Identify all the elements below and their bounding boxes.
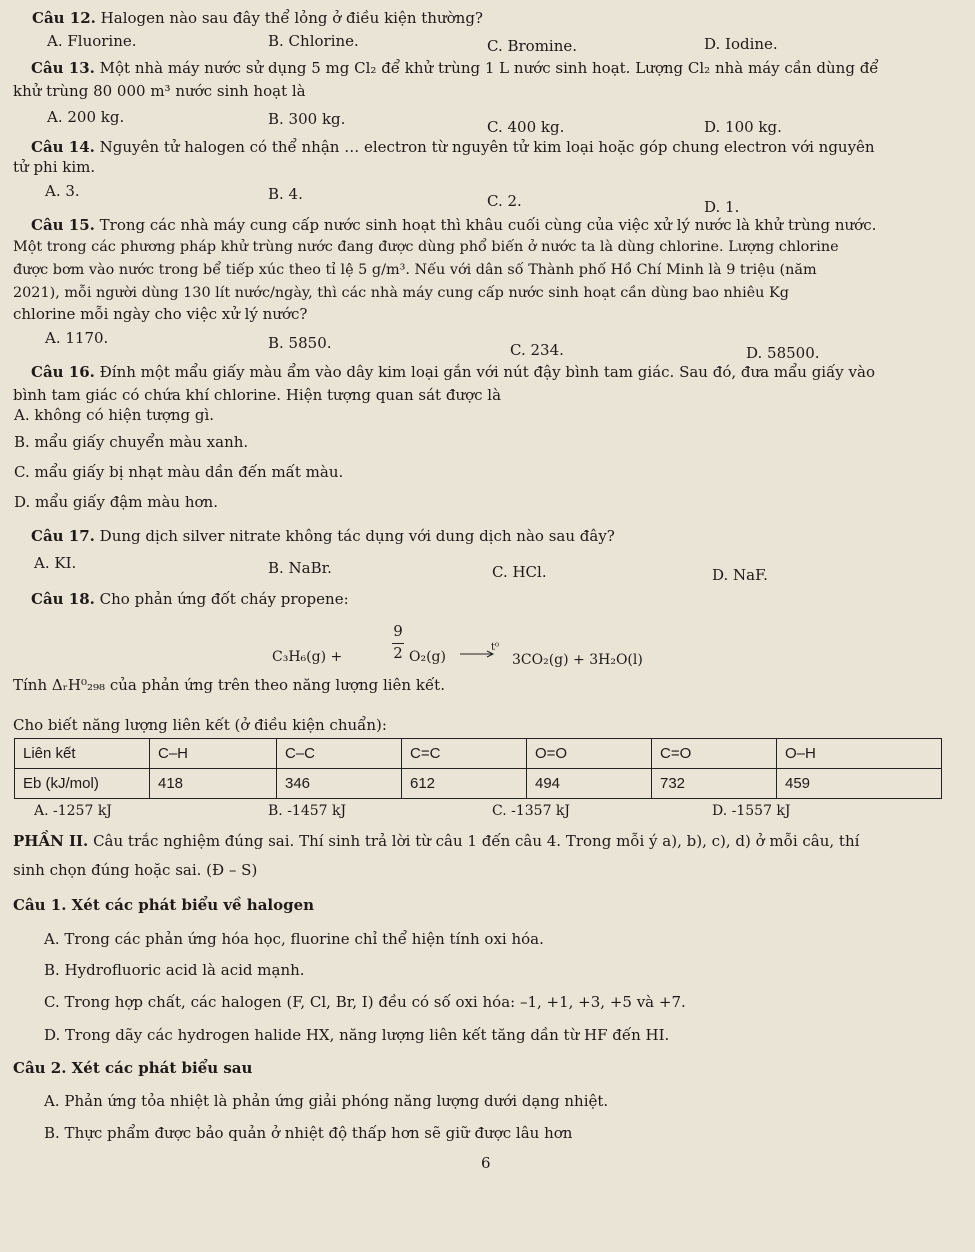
q18-text: Cho phản ứng đốt cháy propene: bbox=[99, 590, 349, 608]
q18-opt-c: C. -1357 kJ bbox=[492, 803, 571, 819]
q12-opt-d: D. Iodine. bbox=[704, 35, 778, 53]
q13-line2: khử trùng 80 000 m³ nước sinh hoạt là bbox=[13, 82, 306, 100]
q15-line5: chlorine mỗi ngày cho việc xử lý nước? bbox=[13, 305, 308, 323]
table-row bbox=[15, 739, 942, 769]
q14-opt-a: A. 3. bbox=[45, 182, 80, 200]
table-row bbox=[15, 769, 942, 799]
q16-label: Câu 16. bbox=[31, 363, 95, 381]
part2-text1: Câu trắc nghiệm đúng sai. Thí sinh trả lời từ câu 1 đến câu 4. Trong mỗi ý a), b), c), d) ở mỗi câu, thí bbox=[93, 832, 860, 850]
q18-opt-d: D. -1557 kJ bbox=[712, 803, 791, 819]
q15-line1 bbox=[31, 216, 876, 234]
q12-opt-a: A. Fluorine. bbox=[47, 32, 137, 50]
q18-opt-b: B. -1457 kJ bbox=[268, 803, 347, 819]
table-cell: 732 bbox=[652, 769, 777, 799]
q14-text1: Nguyên tử halogen có thể nhận … electron từ nguyên tử kim loại hoặc góp chung electron với nguyên bbox=[99, 138, 875, 156]
table-cell: 418 bbox=[150, 769, 277, 799]
p2q1-item-d: D. Trong dãy các hydrogen halide HX, năng lượng liên kết tăng dần từ HF đến HI. bbox=[44, 1026, 670, 1044]
p2q2-item-b: B. Thực phẩm được bảo quản ở nhiệt độ thấp hơn sẽ giữ được lâu hơn bbox=[44, 1124, 573, 1142]
q14-opt-d: D. 1. bbox=[704, 198, 740, 216]
table-cell: 346 bbox=[277, 769, 402, 799]
p2q1-item-c: C. Trong hợp chất, các halogen (F, Cl, Br, I) đều có số oxi hóa: –1, +1, +3, +5 và +7. bbox=[44, 993, 686, 1011]
part2-line1 bbox=[13, 832, 859, 850]
table-cell: 612 bbox=[402, 769, 527, 799]
table-cell: Eb (kJ/mol) bbox=[15, 769, 150, 799]
q13-opt-a: A. 200 kg. bbox=[47, 108, 125, 126]
q16-opt-b: B. mẩu giấy chuyển màu xanh. bbox=[14, 433, 249, 451]
p2q2-item-a: A. Phản ứng tỏa nhiệt là phản ứng giải phóng năng lượng dưới dạng nhiệt. bbox=[44, 1092, 609, 1110]
eq-o2: O₂(g) bbox=[409, 649, 446, 665]
table-cell: C=C bbox=[402, 739, 527, 769]
q14-opt-c: C. 2. bbox=[487, 192, 522, 210]
q17-text: Dung dịch silver nitrate không tác dụng với dung dịch nào sau đây? bbox=[99, 527, 615, 545]
q18-opt-a: A. -1257 kJ bbox=[34, 803, 112, 819]
q16-opt-c: C. mẩu giấy bị nhạt màu dần đến mất màu. bbox=[14, 463, 344, 481]
table-cell: 459 bbox=[777, 769, 942, 799]
table-cell: C–C bbox=[277, 739, 402, 769]
p2q2-title: Câu 2. Xét các phát biểu sau bbox=[13, 1059, 253, 1077]
q12-opt-b: B. Chlorine. bbox=[268, 32, 359, 50]
p2q1-item-a: A. Trong các phản ứng hóa học, fluorine chỉ thể hiện tính oxi hóa. bbox=[44, 930, 544, 948]
q12-opt-c: C. Bromine. bbox=[487, 37, 578, 55]
q16-opt-d: D. mẩu giấy đậm màu hơn. bbox=[14, 493, 218, 511]
part2-label: PHẦN II. bbox=[13, 832, 89, 850]
eq-left: C₃H₆(g) + bbox=[272, 649, 343, 665]
q14-line2: tử phi kim. bbox=[13, 158, 96, 176]
q12-label: Câu 12. bbox=[32, 9, 96, 27]
q15-text1: Trong các nhà máy cung cấp nước sinh hoạt thì khâu cuối cùng của việc xử lý nước là khử trùng nước. bbox=[99, 216, 877, 234]
q13-opt-d: D. 100 kg. bbox=[704, 118, 782, 136]
bond-energy-table bbox=[14, 738, 942, 799]
q16-text1: Đính một mẩu giấy màu ẩm vào dây kim loại gắn với nút đậy bình tam giác. Sau đó, đưa mẩu giấy vào bbox=[99, 363, 875, 381]
q15-label: Câu 15. bbox=[31, 216, 95, 234]
table-cell: C–H bbox=[150, 739, 277, 769]
table-cell: O=O bbox=[527, 739, 652, 769]
eq-frac-den: 2 bbox=[393, 644, 403, 662]
part2-line2: sinh chọn đúng hoặc sai. (Đ – S) bbox=[13, 861, 258, 879]
q14-line1 bbox=[31, 138, 875, 156]
q15-opt-a: A. 1170. bbox=[45, 329, 109, 347]
q18-given: Cho biết năng lượng liên kết (ở điều kiện chuẩn): bbox=[13, 716, 387, 734]
page-number: 6 bbox=[481, 1154, 491, 1172]
p2q1-item-b: B. Hydrofluoric acid là acid mạnh. bbox=[44, 961, 305, 979]
q18-stem bbox=[31, 590, 349, 608]
p2q1-title: Câu 1. Xét các phát biểu về halogen bbox=[13, 896, 315, 914]
q13-line1 bbox=[31, 59, 879, 77]
q17-stem bbox=[31, 527, 615, 545]
q17-opt-c: C. HCl. bbox=[492, 563, 547, 581]
q17-label: Câu 17. bbox=[31, 527, 95, 545]
eq-right: 3CO₂(g) + 3H₂O(l) bbox=[512, 652, 643, 668]
q15-opt-b: B. 5850. bbox=[268, 334, 332, 352]
q17-opt-b: B. NaBr. bbox=[268, 559, 332, 577]
q14-opt-b: B. 4. bbox=[268, 185, 303, 203]
q12-text: Halogen nào sau đây thể lỏng ở điều kiện thường? bbox=[100, 9, 483, 27]
table-cell: C=O bbox=[652, 739, 777, 769]
q13-opt-b: B. 300 kg. bbox=[268, 110, 346, 128]
eq-frac-num: 9 bbox=[393, 622, 403, 640]
eq-cond: t⁰ bbox=[491, 642, 500, 653]
table-cell: 494 bbox=[527, 769, 652, 799]
q12-stem bbox=[32, 9, 483, 27]
table-cell: Liên kết bbox=[15, 739, 150, 769]
q18-label: Câu 18. bbox=[31, 590, 95, 608]
q15-opt-d: D. 58500. bbox=[746, 344, 820, 362]
table-cell: O–H bbox=[777, 739, 942, 769]
q15-opt-c: C. 234. bbox=[510, 341, 564, 359]
q18-calc: Tính ΔᵣH⁰₂₉₈ của phản ứng trên theo năng lượng liên kết. bbox=[13, 676, 445, 694]
q16-opt-a: A. không có hiện tượng gì. bbox=[14, 406, 215, 424]
q17-opt-d: D. NaF. bbox=[712, 566, 768, 584]
q15-line2: Một trong các phương pháp khử trùng nước đang được dùng phổ biến ở nước ta là dùng chlorine. Lượng chlorine bbox=[13, 239, 839, 255]
q13-label: Câu 13. bbox=[31, 59, 95, 77]
q15-line3: được bơm vào nước trong bể tiếp xúc theo tỉ lệ 5 g/m³. Nếu với dân số Thành phố Hồ Chí Minh là 9 triệu (năm bbox=[13, 262, 817, 278]
reaction-arrow-icon bbox=[460, 650, 496, 658]
q13-opt-c: C. 400 kg. bbox=[487, 118, 565, 136]
q15-line4: 2021), mỗi người dùng 130 lít nước/ngày, thì các nhà máy cung cấp nước sinh hoạt cần dùng bao nhiêu Kg bbox=[13, 285, 789, 301]
q16-line2: bình tam giác có chứa khí chlorine. Hiện tượng quan sát được là bbox=[13, 386, 502, 404]
q16-line1 bbox=[31, 363, 875, 381]
q14-label: Câu 14. bbox=[31, 138, 95, 156]
q13-text1: Một nhà máy nước sử dụng 5 mg Cl₂ để khử trùng 1 L nước sinh hoạt. Lượng Cl₂ nhà máy cần dùng để bbox=[99, 59, 879, 77]
q17-opt-a: A. KI. bbox=[34, 554, 77, 572]
